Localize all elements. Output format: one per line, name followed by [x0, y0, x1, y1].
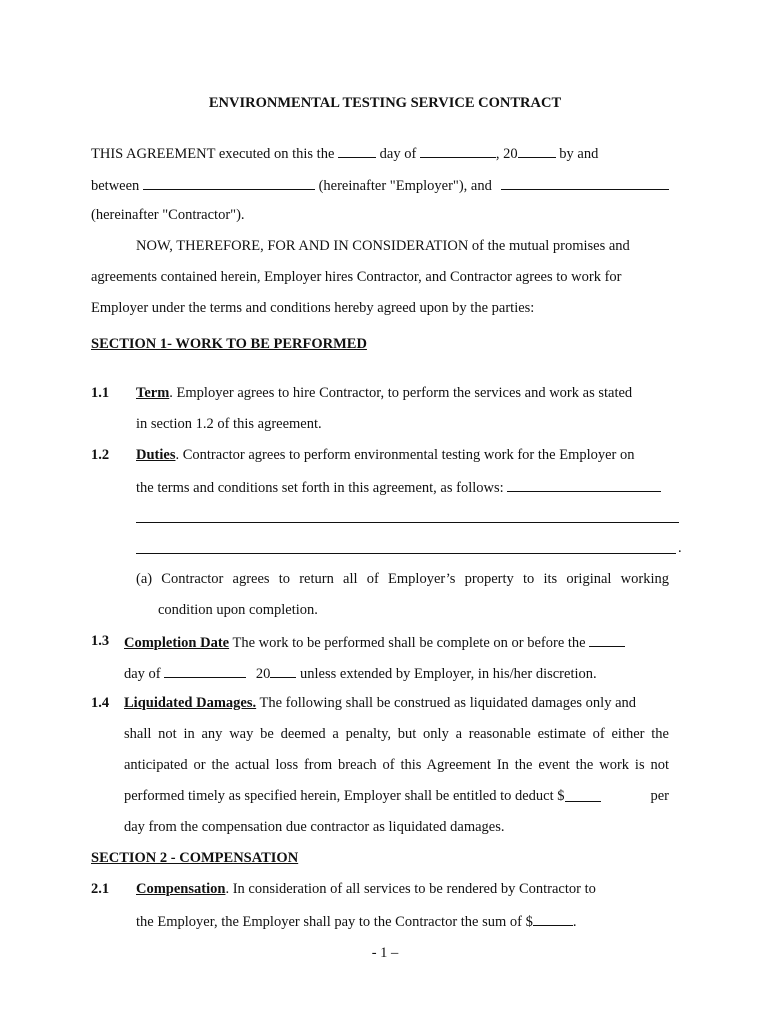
clause-1-2-line-1: [136, 446, 635, 464]
clause-1-4-line-5: day from the compensation due contractor as liquidated damages.: [124, 819, 505, 835]
recital-line-1: NOW, THEREFORE, FOR AND IN CONSIDERATION of the mutual promises and: [136, 238, 630, 254]
clause-1-2a-line-1: (a) Contractor agrees to return all of Employer’s property to its original working: [136, 571, 669, 587]
duties-blank-line[interactable]: [136, 553, 676, 554]
clause-term: Liquidated Damages.: [124, 695, 257, 711]
clause-term: Duties: [136, 447, 176, 463]
clause-text: 20: [255, 666, 271, 682]
clause-number: 2.1: [91, 881, 110, 897]
clause-number: 1.4: [91, 695, 110, 711]
clause-text: the Employer, the Employer shall pay to the Contractor the sum of $: [136, 914, 533, 930]
recital-line-3: Employer under the terms and conditions hereby agreed upon by the parties:: [91, 300, 535, 316]
clause-1-2-line-2: [136, 477, 661, 497]
clause-number: 1.3: [91, 633, 110, 649]
clause-1-4-line-3: anticipated or the actual loss from breach of this Agreement In the event the work is not: [124, 757, 669, 773]
clause-text: The following shall be construed as liquidated damages only and: [256, 695, 637, 711]
intro-text: day of: [379, 146, 417, 162]
recital-line-2: agreements contained herein, Employer hires Contractor, and Contractor agrees to work for: [91, 269, 622, 285]
duties-blank[interactable]: [507, 477, 661, 492]
intro-text: between: [91, 178, 140, 194]
intro-line-1: [91, 143, 598, 163]
intro-text: , 20: [495, 146, 518, 162]
clause-1-3-line-2: [124, 663, 597, 683]
clause-1-2a-line-2: condition upon completion.: [158, 602, 318, 618]
clause-text: unless extended by Employer, in his/her discretion.: [300, 666, 597, 682]
duties-blank-line[interactable]: [136, 522, 679, 523]
intro-text: THIS AGREEMENT executed on this the: [91, 146, 335, 162]
section-2-heading: SECTION 2 - COMPENSATION: [91, 850, 299, 866]
intro-text: (hereinafter "Employer"), and: [318, 178, 492, 194]
clause-1-4-line-2: shall not in any way be deemed a penalty, but only a reasonable estimate of either the: [124, 726, 669, 742]
clause-term: Compensation: [136, 881, 226, 897]
document-title: ENVIRONMENTAL TESTING SERVICE CONTRACT: [208, 95, 562, 111]
clause-text: per: [650, 788, 669, 804]
clause-number: 1.1: [91, 385, 110, 401]
completion-day-blank[interactable]: [589, 632, 625, 647]
compensation-amount-blank[interactable]: [533, 911, 573, 926]
completion-month-blank[interactable]: [164, 663, 246, 678]
clause-text: . Employer agrees to hire Contractor, to perform the services and work as stated: [169, 385, 633, 401]
month-blank[interactable]: [420, 143, 496, 158]
page-number: - 1 –: [371, 945, 399, 961]
year-blank[interactable]: [518, 143, 556, 158]
duties-end-period: .: [678, 540, 682, 556]
contractor-name-blank[interactable]: [501, 175, 669, 190]
clause-text: the terms and conditions set forth in this agreement, as follows:: [136, 480, 504, 496]
clause-1-1-line-2: in section 1.2 of this agreement.: [136, 416, 322, 432]
clause-1-4-line-4: [124, 787, 669, 805]
clause-term: Term: [136, 385, 170, 401]
clause-term: Completion Date: [124, 635, 230, 651]
clause-text: .: [572, 914, 577, 930]
employer-name-blank[interactable]: [143, 175, 315, 190]
clause-text: . Contractor agrees to perform environmental testing work for the Employer on: [175, 447, 635, 463]
clause-1-4-line-1: [124, 694, 636, 712]
intro-line-3: (hereinafter "Contractor").: [91, 207, 245, 223]
clause-1-1-line-1: [136, 384, 632, 402]
clause-text: day of: [124, 666, 161, 682]
day-blank[interactable]: [338, 143, 376, 158]
intro-line-2: [91, 175, 669, 195]
clause-number: 1.2: [91, 447, 110, 463]
penalty-amount-blank[interactable]: [565, 787, 601, 802]
intro-text: by and: [559, 146, 599, 162]
section-1-heading: SECTION 1- WORK TO BE PERFORMED: [91, 336, 367, 352]
clause-text: performed timely as specified herein, Employer shall be entitled to deduct $: [124, 788, 565, 804]
clause-text: . In consideration of all services to be rendered by Contractor to: [225, 881, 596, 897]
completion-year-blank[interactable]: [270, 663, 296, 678]
clause-text: The work to be performed shall be complete on or before the: [229, 635, 586, 651]
clause-1-3-line-1: [124, 632, 625, 652]
clause-2-1-line-2: [136, 911, 577, 931]
clause-2-1-line-1: [136, 880, 596, 898]
